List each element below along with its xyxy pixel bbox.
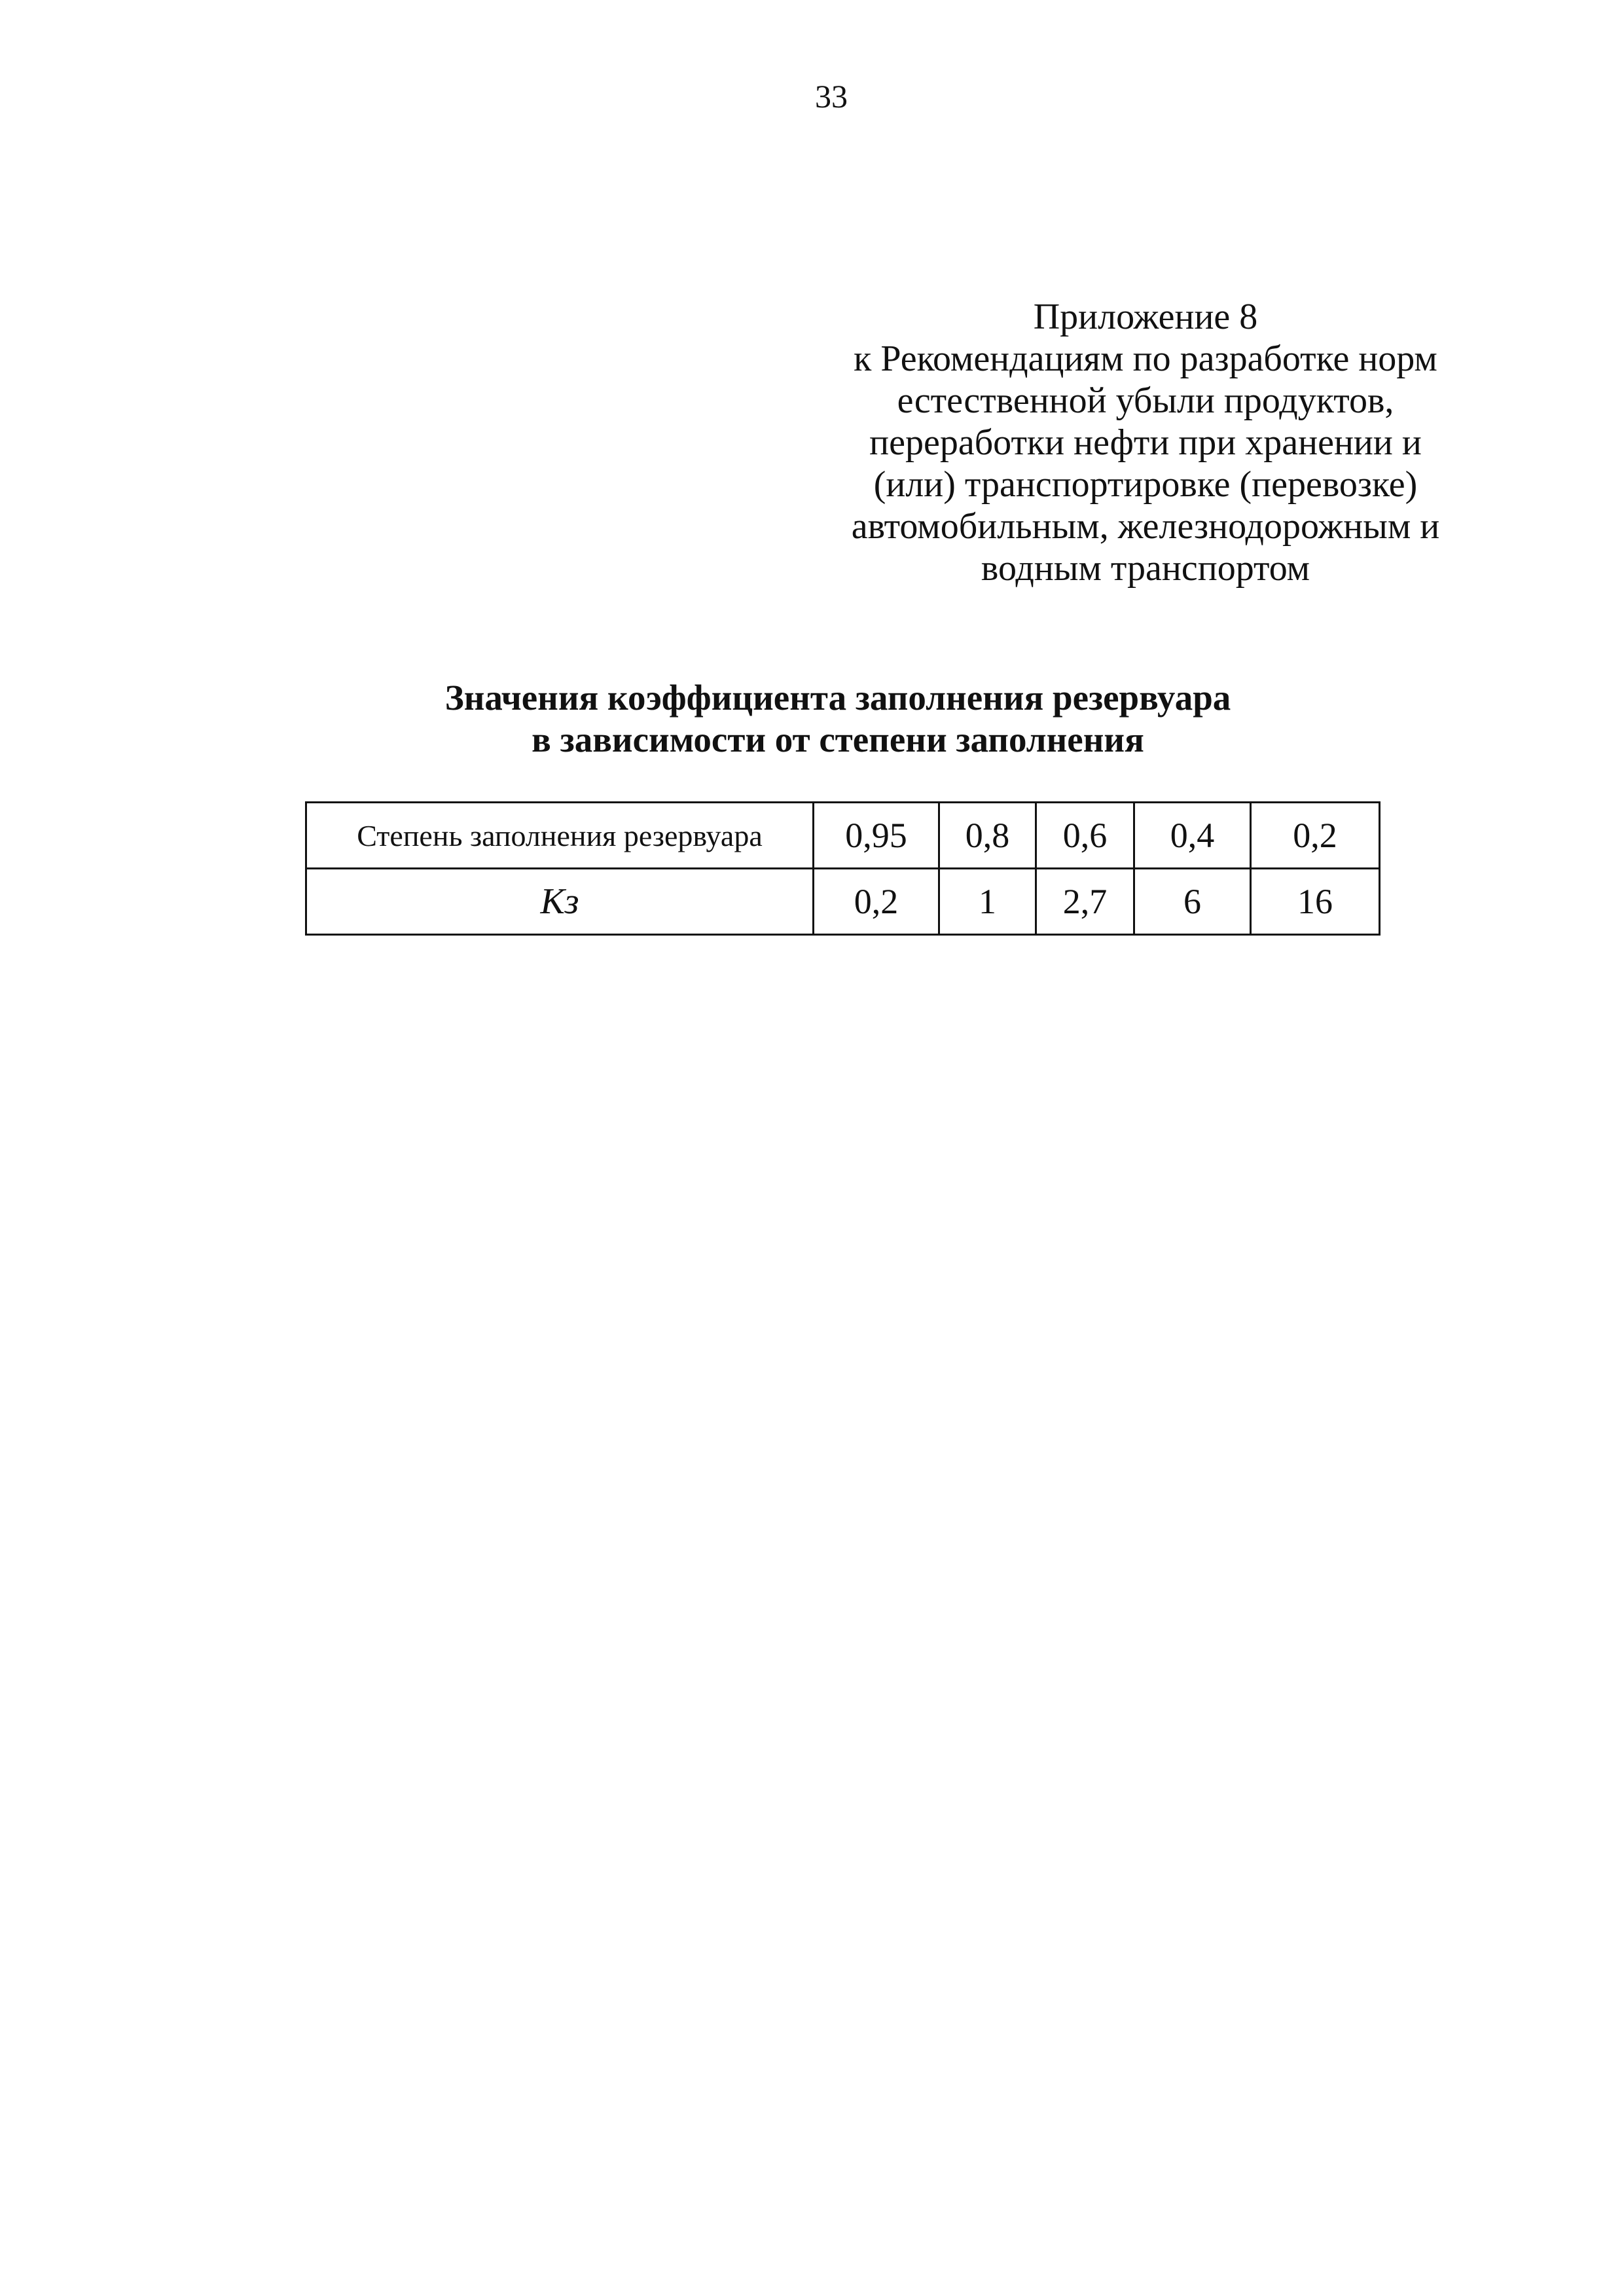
appendix-line: естественной убыли продуктов, — [897, 380, 1394, 421]
appendix-line: автомобильным, железнодорожным и — [851, 506, 1440, 547]
appendix-line: (или) транспортировке (перевозке) — [873, 464, 1418, 505]
heading-line: Значения коэффициента заполнения резервуара — [444, 678, 1231, 718]
table-cell: 16 — [1251, 869, 1380, 935]
table-heading — [0, 677, 1624, 761]
table-cell: 0,6 — [1036, 803, 1134, 869]
appendix-line: переработки нефти при хранении и — [869, 422, 1422, 463]
table-row — [306, 803, 1380, 869]
appendix-line: к Рекомендациям по разработке норм — [854, 338, 1437, 379]
row-label-fill-degree: Степень заполнения резервуара — [306, 803, 814, 869]
table-cell: 0,8 — [939, 803, 1036, 869]
appendix-line: водным транспортом — [981, 548, 1310, 589]
heading-line: в зависимости от степени заполнения — [532, 720, 1144, 759]
table-cell: 0,2 — [814, 869, 939, 935]
table-cell: 2,7 — [1036, 869, 1134, 935]
appendix-title: Приложение 8 — [1033, 297, 1258, 337]
table-cell: 0,4 — [1134, 803, 1251, 869]
appendix-reference — [805, 296, 1486, 589]
table-cell: 0,95 — [814, 803, 939, 869]
table-cell: 6 — [1134, 869, 1251, 935]
page-number: 33 — [815, 78, 848, 115]
table-cell: 0,2 — [1251, 803, 1380, 869]
table-row — [306, 869, 1380, 935]
row-label-kz: Кз — [306, 869, 814, 935]
fill-coefficient-table — [305, 801, 1380, 936]
table-cell: 1 — [939, 869, 1036, 935]
